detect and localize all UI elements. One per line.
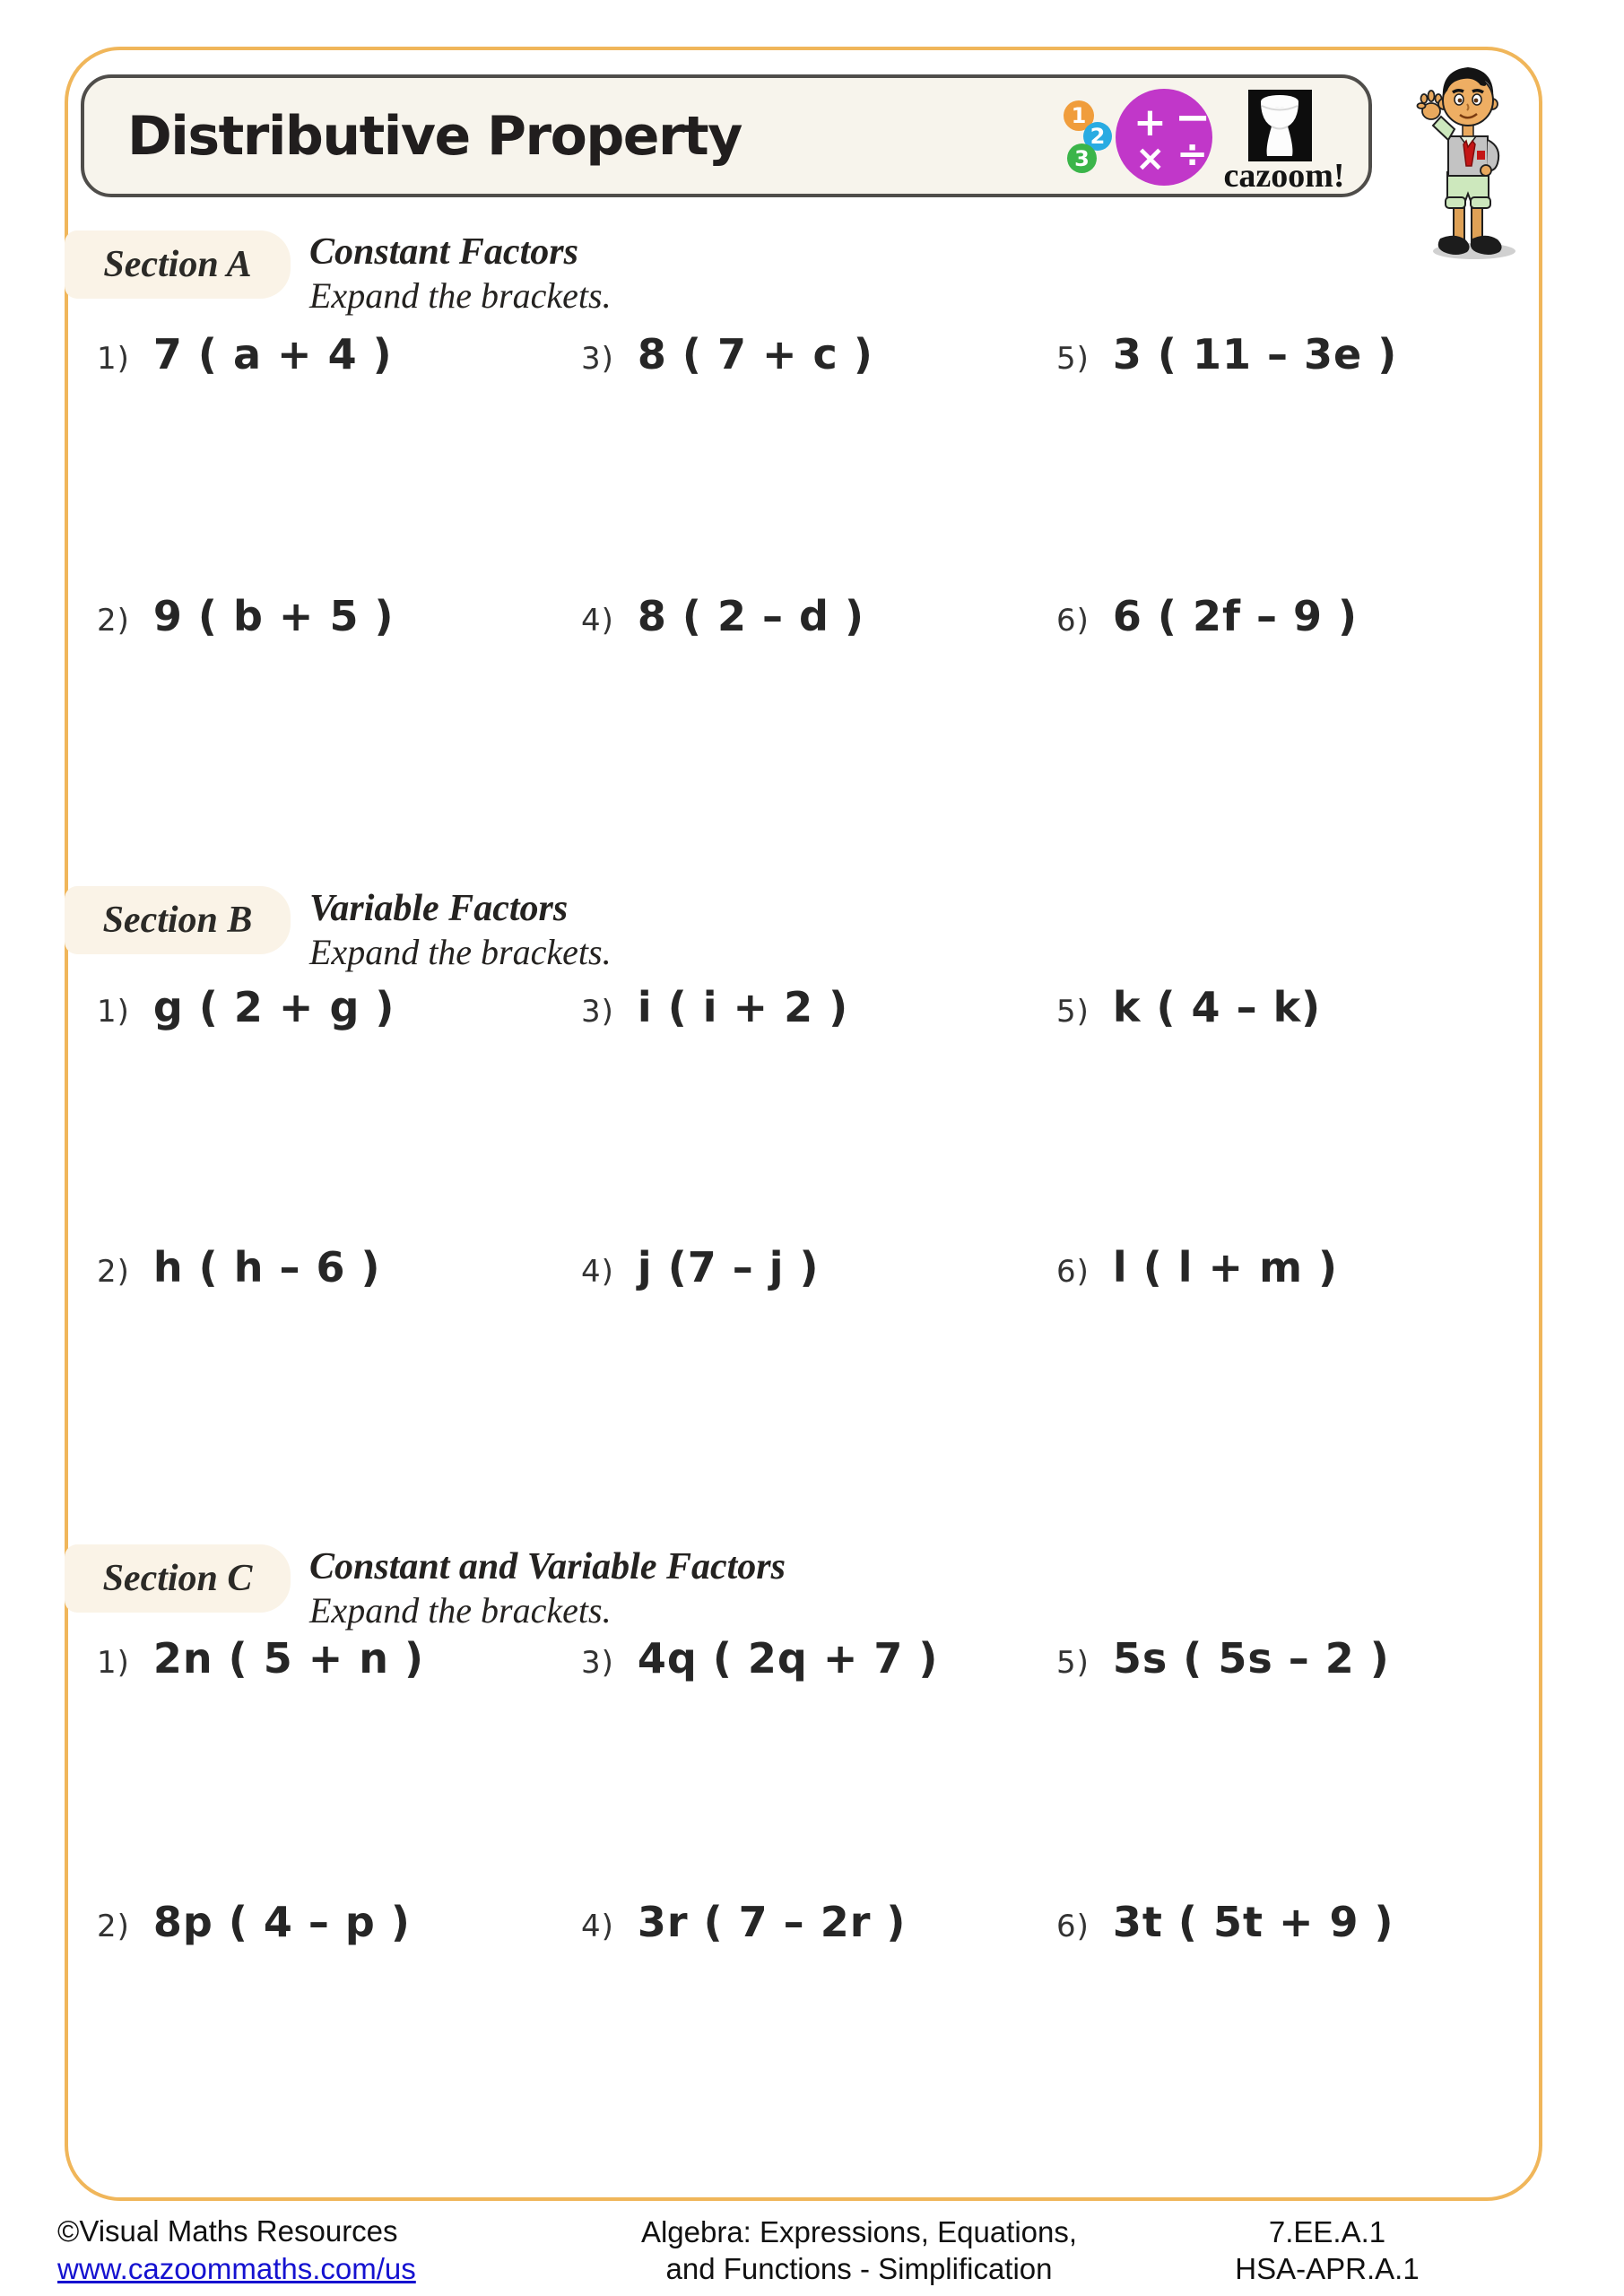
badge-3-label: 3 [1074,145,1090,171]
subject-line-2: and Functions - Simplification [665,2252,1053,2285]
problem-b5 [1056,983,1321,1031]
problem-number: 5) [1056,1645,1090,1681]
problem-c3 [581,1634,938,1683]
problem-number: 6) [1056,603,1090,639]
section-c-title: Constant and Variable Factors [309,1546,786,1587]
problem-c2 [97,1898,411,1946]
mascot-boy-illustration [1406,54,1530,268]
problem-c6 [1056,1898,1394,1946]
plus-icon: + [1133,100,1167,145]
problem-expression: k ( 4 – k) [1112,983,1322,1031]
problem-expression: g ( 2 + g ) [152,983,395,1031]
problem-number: 2) [97,1254,130,1290]
section-a-pill [65,230,291,299]
times-icon: × [1135,138,1166,179]
problem-number: 1) [97,341,130,377]
problem-c1 [97,1634,424,1683]
problem-expression: 4q ( 2q + 7 ) [637,1634,939,1683]
problem-number: 4) [581,1909,614,1944]
section-c-instruction: Expand the brackets. [309,1590,612,1631]
section-a-heading [309,233,612,314]
section-a-label: Section A [103,244,252,285]
problem-expression: 3r ( 7 – 2r ) [637,1898,907,1946]
section-b-instruction: Expand the brackets. [309,932,612,972]
cazoommaths-link[interactable]: www.cazoommaths.com/us [57,2252,416,2285]
problem-a1 [97,330,393,378]
standard-code-2: HSA-APR.A.1 [1235,2252,1420,2285]
minus-icon: − [1175,92,1211,143]
problem-expression: 3t ( 5t + 9 ) [1112,1898,1394,1946]
problem-b6 [1056,1243,1338,1292]
problem-expression: 8 ( 7 + c ) [637,330,873,378]
problem-number: 3) [581,341,614,377]
problem-number: 6) [1056,1909,1090,1944]
problem-expression: i ( i + 2 ) [637,983,849,1031]
divide-icon: ÷ [1177,132,1209,176]
section-b-title: Variable Factors [309,888,569,929]
problem-expression: 8 ( 2 – d ) [637,592,864,640]
problem-number: 6) [1056,1254,1090,1290]
section-b-label: Section B [102,900,253,941]
problem-c5 [1056,1634,1390,1683]
math-symbols-icon [1116,89,1212,186]
problem-number: 3) [581,1645,614,1681]
problem-expression: 3 ( 11 – 3e ) [1112,330,1398,378]
section-b-heading [309,890,612,970]
problem-expression: 2n ( 5 + n ) [152,1634,425,1683]
standard-code-1: 7.EE.A.1 [1268,2215,1386,2248]
problem-a3 [581,330,873,378]
problem-number: 1) [97,994,130,1030]
section-c-label: Section C [102,1558,253,1599]
problem-expression: 5s ( 5s – 2 ) [1112,1634,1390,1683]
problem-number: 3) [581,994,614,1030]
problem-b3 [581,983,848,1031]
section-a-instruction: Expand the brackets. [309,275,612,316]
problem-a4 [581,592,864,640]
problem-expression: 6 ( 2f – 9 ) [1112,592,1359,640]
badge-2-label: 2 [1090,124,1106,149]
number-badge-3 [1067,144,1097,173]
section-c-heading [309,1548,786,1629]
problem-expression: 7 ( a + 4 ) [152,330,393,378]
footer-subject-block [545,2213,1173,2287]
problem-expression: 9 ( b + 5 ) [152,592,395,640]
copyright-text: ©Visual Maths Resources [57,2214,398,2248]
problem-expression: 8p ( 4 – p ) [152,1898,411,1946]
problem-number: 4) [581,603,614,639]
section-a-title: Constant Factors [309,231,578,273]
problem-b2 [97,1243,381,1292]
problem-a6 [1056,592,1358,640]
problem-number: 2) [97,1909,130,1944]
problem-b1 [97,983,395,1031]
problem-b4 [581,1243,820,1292]
problem-number: 1) [97,1645,130,1681]
problem-number: 2) [97,603,130,639]
subject-line-1: Algebra: Expressions, Equations, [640,2215,1078,2248]
problem-c4 [581,1898,906,1946]
footer-standards-block [1184,2213,1471,2287]
djembe-drum-icon [1248,90,1312,166]
problem-expression: h ( h – 6 ) [152,1243,381,1292]
badge-1-label: 1 [1071,103,1087,128]
problem-number: 5) [1056,994,1090,1030]
problem-a5 [1056,330,1397,378]
problem-expression: j (7 – j ) [637,1243,820,1292]
problem-number: 4) [581,1254,614,1290]
cazoom-logo-text: cazoom! [1223,157,1345,195]
footer-copyright-block [57,2213,416,2287]
section-c-pill [65,1544,291,1613]
problem-a2 [97,592,395,640]
problem-number: 5) [1056,341,1090,377]
problem-expression: l ( l + m ) [1112,1243,1339,1292]
page-title: Distributive Property [127,104,742,168]
section-b-pill [65,886,291,954]
